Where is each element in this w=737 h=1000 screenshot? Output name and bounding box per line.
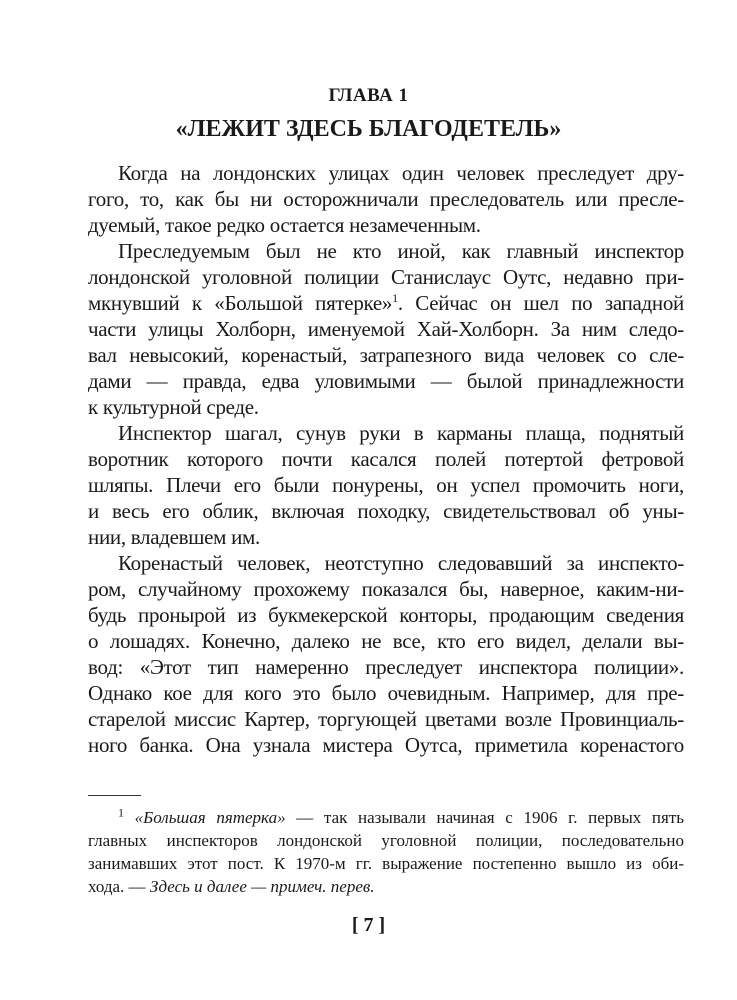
page-number: [ 7 ]	[351, 914, 386, 936]
text-line: дами — правда, едва уловимыми — былой принадлежности	[88, 369, 684, 393]
text-line: к культурной среде.	[88, 395, 259, 419]
text-line: Инспектор шагал, сунув руки в карманы плаща, поднятый	[118, 421, 684, 445]
text-line: вод: «Этот тип намеренно преследует инспектора полиции».	[88, 655, 684, 679]
text-line: о лошадях. Конечно, далеко не все, кто его видел, делали вы-	[88, 629, 684, 653]
text-line: дуемый, такое редко остается незамеченным.	[88, 213, 481, 237]
text-segment: . Сейчас он шел по западной	[397, 291, 684, 315]
text-line: гого, то, как бы ни осторожничали преследователь или пресле-	[88, 187, 684, 211]
footnote-line	[88, 875, 684, 898]
text-line: будь пронырой из букмекерской конторы, продающим сведения	[88, 603, 684, 627]
footnote-line: главных инспекторов лондонской уголовной полиции, последовательно	[88, 831, 684, 850]
text-line: шляпы. Плечи его были понурены, он успел промочить ноги,	[88, 473, 684, 497]
footnote-text: — так называли начиная с 1906 г. первых пять	[285, 808, 685, 827]
footnote-divider	[88, 795, 141, 796]
footnote-reference[interactable]: 1	[392, 291, 398, 305]
text-line: Однако кое для кого это было очевидным. Например, для пре-	[88, 681, 684, 705]
chapter-title: «ЛЕЖИТ ЗДЕСЬ БЛАГОДЕТЕЛЬ»	[175, 116, 562, 142]
body-text	[88, 160, 684, 758]
footnote-line: занимавших этот пост. К 1970-м гг. выражение постепенно вышло из оби-	[88, 854, 684, 873]
translator-note: Здесь и далее — примеч. перев.	[149, 877, 375, 896]
text-line: воротник которого почти касался полей потертой фетровой	[88, 447, 684, 471]
text-line	[88, 290, 684, 316]
text-line: ного банка. Она узнала мистера Оутса, приметила коренастого	[88, 733, 684, 757]
chapter-number: ГЛАВА 1	[328, 85, 409, 106]
text-line: Когда на лондонских улицах один человек преследует дру-	[118, 161, 684, 185]
footnote-term: «Большая пятерка»	[134, 808, 286, 827]
text-line: и весь его облик, включая походку, свидетельствовал об уны-	[88, 499, 684, 523]
footnote-text: хода. —	[88, 877, 150, 896]
text-line: нии, владевшем им.	[88, 525, 260, 549]
text-line: лондонской уголовной полиции Станислаус Оутс, недавно при-	[88, 265, 684, 289]
text-line: вал невысокий, коренастый, затрапезного вида человек со сле-	[88, 343, 684, 367]
text-segment: мкнувший к «Большой пятерке»	[88, 291, 393, 315]
text-line: части улицы Холборн, именуемой Хай-Холборн. За ним следо-	[88, 317, 684, 341]
text-line: старелой миссис Картер, торгующей цветами возле Провинциаль-	[88, 707, 684, 731]
footnote-marker: 1	[118, 805, 124, 820]
text-line: ром, случайному прохожему показался бы, наверное, каким-ни-	[88, 577, 684, 601]
text-line: Преследуемым был не кто иной, как главный инспектор	[118, 239, 684, 263]
text-line: Коренастый человек, неотступно следовавший за инспекто-	[118, 551, 684, 575]
footnote-line	[88, 806, 684, 829]
footnote	[88, 806, 684, 898]
